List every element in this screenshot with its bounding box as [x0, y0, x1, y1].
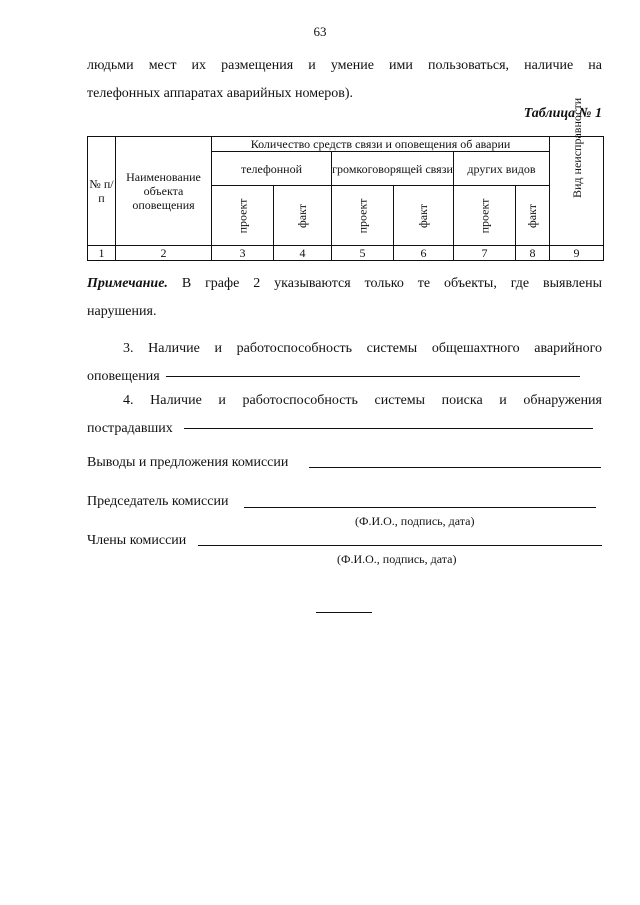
- page-number: 63: [313, 24, 327, 39]
- table-caption: Таблица № 1: [523, 106, 602, 121]
- other-fact-label: факт: [525, 203, 540, 228]
- loud-fact-header: [394, 186, 454, 246]
- item4-line-1: 4. Наличие и работоспособность системы поиска и обнаружения: [123, 393, 602, 408]
- sub-phone-header: телефонной: [212, 152, 332, 186]
- item4-fill-line[interactable]: [184, 428, 593, 429]
- members-fill-line[interactable]: [198, 545, 602, 546]
- intro-line-2: телефонных аппаратах аварийных номеров).: [87, 86, 354, 101]
- members-signature-caption: (Ф.И.О., подпись, дата): [337, 552, 457, 566]
- index-cell: 7: [454, 246, 516, 261]
- note-line-2: нарушения.: [87, 304, 157, 319]
- index-cell: 5: [332, 246, 394, 261]
- conclusions-label: Выводы и предложения комиссии: [87, 455, 289, 470]
- item4-paragraph: [87, 387, 602, 443]
- item3-fill-line[interactable]: [166, 376, 580, 377]
- index-cell: 8: [516, 246, 550, 261]
- index-row: [88, 246, 604, 261]
- phone-fact-label: факт: [295, 203, 310, 228]
- col-name-header: Наименование объекта оповещения: [116, 137, 212, 246]
- note-paragraph: [87, 270, 602, 326]
- other-project-header: [454, 186, 516, 246]
- chairman-fill-line[interactable]: [244, 507, 596, 508]
- chairman-label: Председатель комиссии: [87, 494, 229, 509]
- sub-loud-header: громкоговорящей связи: [332, 152, 454, 186]
- chairman-signature-caption: (Ф.И.О., подпись, дата): [355, 514, 475, 528]
- group-header: Количество средств связи и оповещения об аварии: [212, 137, 550, 152]
- item3-line-1: 3. Наличие и работоспособность системы общешахтного аварийного: [123, 341, 602, 356]
- note-label: Примечание.: [87, 276, 168, 291]
- index-cell: 1: [88, 246, 116, 261]
- item3-paragraph: [87, 335, 602, 391]
- phone-project-label: проект: [235, 198, 250, 233]
- loud-project-header: [332, 186, 394, 246]
- index-cell: 9: [550, 246, 604, 261]
- end-rule: [316, 612, 372, 613]
- index-cell: 3: [212, 246, 274, 261]
- intro-paragraph: [87, 52, 602, 108]
- index-cell: 4: [274, 246, 332, 261]
- index-cell: 6: [394, 246, 454, 261]
- loud-project-label: проект: [355, 198, 370, 233]
- index-cell: 2: [116, 246, 212, 261]
- sub-other-header: других видов: [454, 152, 550, 186]
- note-line-1: [87, 270, 602, 298]
- phone-fact-header: [274, 186, 332, 246]
- members-label: Члены комиссии: [87, 533, 187, 548]
- item3-line-2: оповещения: [87, 369, 160, 384]
- phone-project-header: [212, 186, 274, 246]
- note-line-1-text: В графе 2 указываются только те объекты, где выявлены: [181, 276, 603, 291]
- intro-line-1: людьми мест их размещения и умение ими пользоваться, наличие на: [87, 58, 602, 73]
- other-project-label: проект: [477, 198, 492, 233]
- col-number-header: № п/п: [88, 137, 116, 246]
- other-fact-header: [516, 186, 550, 246]
- col-fault-label: Вид неисправности: [569, 97, 584, 198]
- item4-line-2: пострадавших: [87, 421, 173, 436]
- conclusions-fill-line[interactable]: [309, 467, 601, 468]
- loud-fact-label: факт: [416, 203, 431, 228]
